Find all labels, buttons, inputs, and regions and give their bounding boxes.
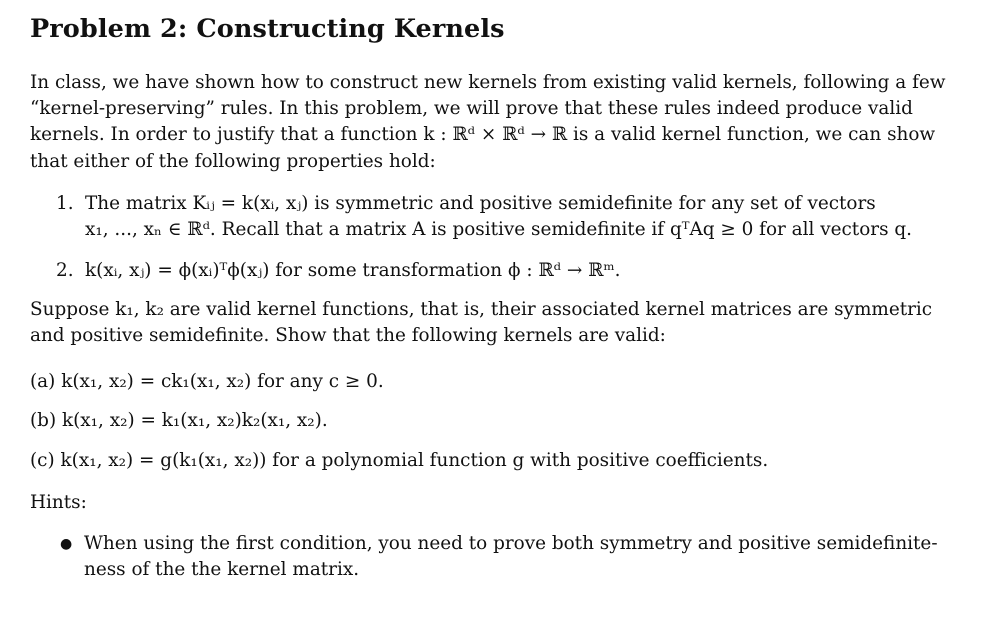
condition-line: x₁, ..., xₙ ∈ ℝᵈ. Recall that a matrix A is positive semidefinite if qᵀAq ≥ 0 for all vectors q. bbox=[85, 219, 912, 240]
condition-line: k(xᵢ, xⱼ) = ϕ(xᵢ)ᵀϕ(xⱼ) for some transformation ϕ : ℝᵈ → ℝᵐ. bbox=[85, 260, 621, 281]
condition-number: 1. bbox=[56, 193, 74, 214]
condition-item-1 bbox=[56, 191, 966, 243]
part-a bbox=[30, 369, 384, 395]
intro-line: that either of the following properties hold: bbox=[30, 150, 436, 172]
part-b bbox=[30, 408, 328, 434]
suppose-line: Suppose k₁, k₂ are valid kernel functions, that is, their associated kernel matrices are symmetric bbox=[30, 299, 933, 320]
part-text: k(x₁, x₂) = g(k₁(x₁, x₂)) for a polynomial function g with positive coefficients. bbox=[60, 450, 769, 471]
part-label: (c) bbox=[30, 450, 55, 471]
hint-body bbox=[84, 531, 966, 583]
intro-line: “kernel-preserving” rules. In this problem, we will prove that these rules indeed produce valid bbox=[30, 98, 913, 120]
part-text: k(x₁, x₂) = k₁(x₁, x₂)k₂(x₁, x₂). bbox=[61, 410, 328, 431]
condition-line: The matrix Kᵢⱼ = k(xᵢ, xⱼ) is symmetric and positive semidefinite for any set of vectors bbox=[85, 193, 876, 214]
suppose-paragraph bbox=[30, 297, 966, 349]
condition-item-2 bbox=[56, 258, 966, 284]
suppose-line: and positive semidefinite. Show that the following kernels are valid: bbox=[30, 325, 666, 347]
part-c bbox=[30, 448, 768, 474]
part-text: k(x₁, x₂) = ck₁(x₁, x₂) for any c ≥ 0. bbox=[61, 371, 384, 392]
bullet-icon: ● bbox=[60, 536, 73, 552]
intro-paragraph bbox=[30, 70, 966, 175]
hint-line: When using the first condition, you need to prove both symmetry and positive semidefinite- bbox=[84, 533, 938, 554]
hint-line: ness of the the kernel matrix. bbox=[84, 559, 360, 580]
hint-item bbox=[60, 531, 966, 583]
intro-line: kernels. In order to justify that a function k : ℝᵈ × ℝᵈ → ℝ is a valid kernel function, we can show bbox=[30, 124, 936, 146]
hints-heading: Hints: bbox=[30, 492, 87, 513]
condition-body bbox=[85, 191, 966, 243]
part-label: (b) bbox=[30, 410, 57, 431]
condition-body bbox=[85, 258, 966, 284]
condition-number: 2. bbox=[56, 260, 74, 281]
part-label: (a) bbox=[30, 371, 56, 392]
intro-line: In class, we have shown how to construct new kernels from existing valid kernels, following a few bbox=[30, 72, 946, 93]
problem-title: Problem 2: Constructing Kernels bbox=[30, 14, 505, 44]
